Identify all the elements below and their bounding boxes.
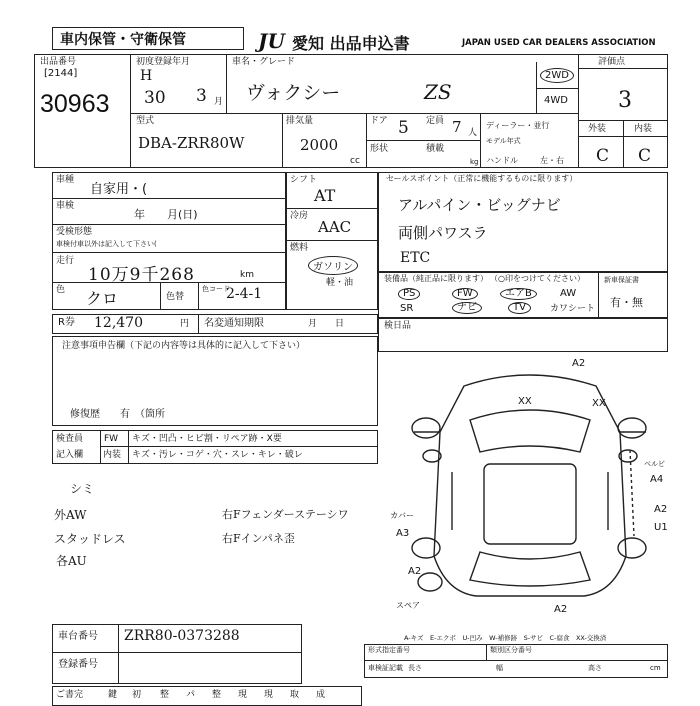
color-value: クロ xyxy=(86,289,119,308)
form-title: 愛知 出品申込書 xyxy=(292,34,410,53)
length-label: 長さ xyxy=(408,664,422,672)
sales-point-2: 両側パワスラ xyxy=(398,224,488,242)
tax-label: 検日品 xyxy=(384,321,412,331)
mark-right-a4: A4 xyxy=(650,474,664,485)
color-code-label: 色コード xyxy=(202,285,230,293)
rating-label: 評価点 xyxy=(598,57,626,67)
mileage-unit: km xyxy=(240,270,254,280)
doors-value: 5 xyxy=(398,118,409,138)
inspection-label: 車検 xyxy=(56,201,75,211)
inspector-label-1: 検査員 xyxy=(56,434,84,444)
drive-4wd: 4WD xyxy=(544,95,568,106)
fuel-label: 燃料 xyxy=(290,243,309,253)
doc-item-8: 取 xyxy=(290,690,300,700)
displacement-label: 排気量 xyxy=(286,116,314,126)
load-unit: kg xyxy=(470,158,479,166)
shift-value: AT xyxy=(314,186,336,205)
association-name: JAPAN USED CAR DEALERS ASSOCIATION xyxy=(462,38,656,48)
shift-label: シフト xyxy=(290,175,318,185)
wheel-front-right xyxy=(618,418,646,438)
fw-label: FW xyxy=(104,434,119,444)
interior-grade: C xyxy=(638,146,652,166)
vehicle-class-value: 自家用・( xyxy=(90,182,148,197)
registration-month-unit: 月 xyxy=(214,97,224,107)
registration-era: H xyxy=(140,68,153,84)
note-stain: シミ xyxy=(70,482,95,496)
fuel-alt: 軽・油 xyxy=(326,278,354,288)
mark-rear-a2: A2 xyxy=(554,604,568,615)
registration-month: 3 xyxy=(196,86,207,106)
wheel-front-left xyxy=(412,418,440,438)
doc-item-4: パ xyxy=(186,690,196,700)
interior-items-label: 内装 xyxy=(103,450,122,460)
side-note-belt: ベルビ xyxy=(644,460,665,468)
form-number-label: 形式指定番号 xyxy=(368,646,410,654)
equip-leather: カワシート xyxy=(550,304,596,314)
equip-tv: TV xyxy=(508,302,531,314)
handle-label: ハンドル xyxy=(486,156,518,165)
cooling-label: 冷房 xyxy=(290,211,309,221)
storage-note: 車内保管・守衛保管 xyxy=(60,32,186,48)
mark-right-u1: U1 xyxy=(654,522,668,533)
registration-year: 30 xyxy=(144,88,166,108)
handle-value: 左・右 xyxy=(540,156,564,165)
color-swap-label: 色替 xyxy=(166,292,185,302)
car-name: ヴォクシー xyxy=(246,82,341,104)
car-name-label: 車名・グレード xyxy=(232,57,296,67)
mark-right-a2: A2 xyxy=(654,504,668,515)
inspector-label-2: 記入欄 xyxy=(56,450,84,460)
doc-item-9: 成 xyxy=(316,690,326,700)
spare-label: スペア xyxy=(396,601,420,610)
equip-aw: AW xyxy=(560,288,577,299)
color-code-value: 2-4-1 xyxy=(226,286,263,302)
interior-items: キズ・汚レ・コゲ・穴・スレ・キレ・破レ xyxy=(132,450,303,460)
notice-label: 注意事項申告欄（下記の内容等は具体的に記入して下さい） xyxy=(62,341,306,351)
new-car-warranty-value: 有・無 xyxy=(610,296,643,309)
doors-label: ドア xyxy=(370,116,388,126)
type-label: 型式 xyxy=(136,116,155,126)
recycle-unit: 円 xyxy=(180,319,190,329)
registration-label: 初度登録年月 xyxy=(136,57,191,67)
drive-2wd: 2WD xyxy=(540,68,574,83)
inspection-value: 年 月(日) xyxy=(134,208,198,221)
equipment-label: 装備品（純正品に限ります） xyxy=(384,274,488,283)
mark-hood-xx-1: XX xyxy=(518,396,532,407)
sales-point-1: アルパイン・ビッグナビ xyxy=(398,196,561,214)
car-grade: ZS xyxy=(424,80,452,104)
tax-frame xyxy=(378,318,668,352)
rating-score: 3 xyxy=(618,88,632,113)
car-body-diagram xyxy=(390,358,674,615)
accept-note: 車検付車以外は記入して下さい( xyxy=(56,240,157,248)
equip-fw: FW xyxy=(452,288,478,300)
lot-sub-number: [2144] xyxy=(44,68,78,79)
fuel-value: ガソリン xyxy=(308,256,358,275)
repair-history-label: 修復歴 有 （箇所 xyxy=(70,409,165,420)
recycle-amount: 12,470 xyxy=(94,315,143,331)
wheel-rear-right xyxy=(618,538,646,558)
name-change-value: 月 日 xyxy=(308,319,345,329)
windshield xyxy=(470,410,590,452)
lot-label: 出品番号 xyxy=(40,57,77,67)
equip-ps: PS xyxy=(398,288,420,300)
width-label: 幅 xyxy=(496,664,503,672)
model-year-label: モデル年式 xyxy=(486,137,521,145)
roof xyxy=(484,464,576,544)
ju-logo: JU xyxy=(258,29,285,53)
dealer-label: ディーラー・並行 xyxy=(486,121,550,130)
type-code: DBA-ZRR80W xyxy=(138,134,245,152)
capacity-value: 7 xyxy=(452,118,462,136)
doc-item-6: 現 xyxy=(238,690,248,700)
color-label: 色 xyxy=(56,285,66,295)
doc-item-7: 現 xyxy=(264,690,274,700)
capacity-label: 定員 xyxy=(426,116,445,126)
spare-tire xyxy=(418,573,442,591)
shape-label: 形状 xyxy=(370,144,389,154)
doc-item-2: 初 xyxy=(132,690,142,700)
mark-left-a3: A3 xyxy=(396,528,410,539)
mark-front-a2: A2 xyxy=(572,358,586,369)
displacement-unit: cc xyxy=(350,156,360,166)
load-label: 積載 xyxy=(426,144,445,154)
doc-item-0: ご書完 xyxy=(56,690,84,700)
height-label: 高さ xyxy=(588,664,602,672)
mileage-label: 走行 xyxy=(56,256,75,266)
note-au: 各AU xyxy=(56,554,87,568)
cooling-value: AAC xyxy=(318,218,352,236)
lot-number: 30963 xyxy=(40,90,110,118)
fw-items: キズ・凹凸・ヒビ割・リペア跡・X要 xyxy=(132,434,282,444)
note-aw: 外AW xyxy=(54,508,87,522)
mark-hood-xx-2: XX xyxy=(592,398,606,409)
note-fender: 右Fフェンダーステーシワ xyxy=(222,508,349,521)
accept-label: 受検形態 xyxy=(56,227,93,237)
note-panel: 右Fインパネ歪 xyxy=(222,532,295,545)
rear-window xyxy=(470,552,590,586)
side-note-cover: カバー xyxy=(390,511,414,520)
class-number-label: 類別区分番号 xyxy=(490,646,532,654)
chassis-number: ZRR80-0373288 xyxy=(124,628,240,644)
equip-sr: SR xyxy=(400,303,414,314)
doc-item-1: 鍵 xyxy=(108,690,118,700)
equip-navi: ナビ xyxy=(452,302,482,314)
interior-label: 内装 xyxy=(634,124,653,134)
exterior-label: 外装 xyxy=(588,124,607,134)
reg-number-label: 登録番号 xyxy=(58,659,98,670)
dims-label: 車検証記載 xyxy=(368,664,403,672)
chassis-label: 車台番号 xyxy=(58,631,98,642)
damage-legend: A-キズ E-エクボ U-凹み W-補修跡 S-サビ C-腐食 XX-交換済 xyxy=(404,634,607,642)
displacement-value: 2000 xyxy=(300,136,339,154)
doc-item-5: 整 xyxy=(212,690,222,700)
mark-rear-left-a2: A2 xyxy=(408,566,422,577)
exterior-grade: C xyxy=(596,146,610,166)
new-car-warranty-label: 新車保証書 xyxy=(604,276,639,284)
equipment-note: （○印をつけてください） xyxy=(490,274,585,283)
wheel-rear-left xyxy=(412,538,440,558)
capacity-unit: 人 xyxy=(468,128,478,138)
dims-unit: cm xyxy=(650,664,661,672)
sales-points-label: セールスポイント（正常に機能するものに限ります） xyxy=(386,174,578,183)
equip-airbag: エアB xyxy=(500,288,537,300)
doc-item-3: 整 xyxy=(160,690,170,700)
mileage-value: 10万9千268 xyxy=(88,265,195,285)
note-studless: スタッドレス xyxy=(54,532,126,546)
vehicle-class-label: 車種 xyxy=(56,175,75,185)
sales-point-3: ETC xyxy=(400,250,431,266)
recycle-label: R券 xyxy=(58,317,75,328)
name-change-label: 名変通知期限 xyxy=(204,318,264,329)
